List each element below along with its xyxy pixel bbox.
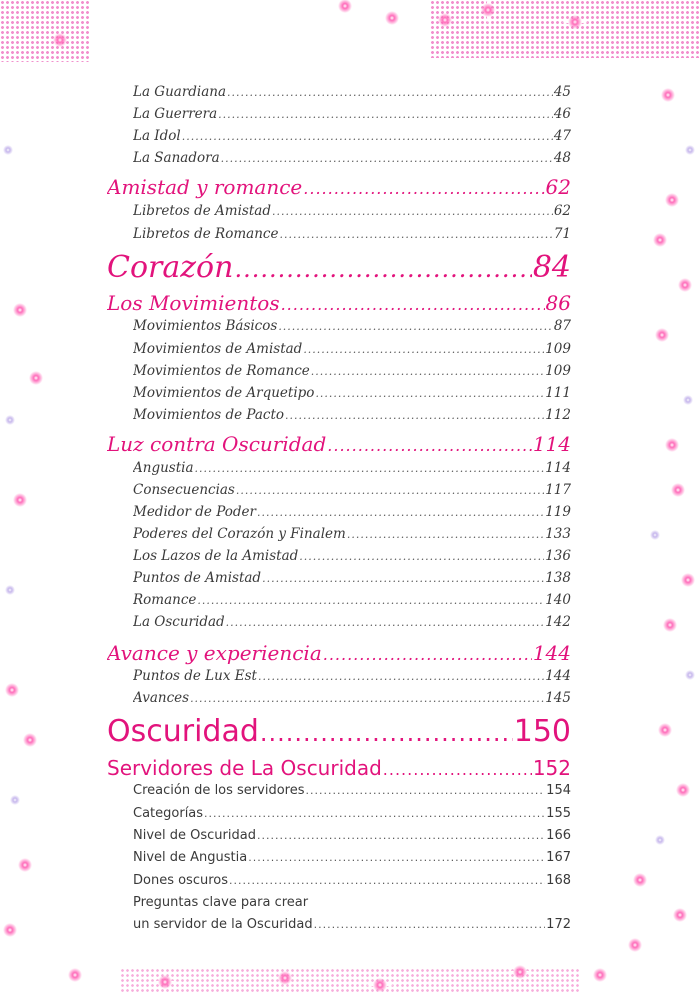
- toc-chapter-title: Corazón: [107, 250, 234, 285]
- toc-entry[interactable]: [133, 570, 571, 592]
- toc-entry[interactable]: [133, 482, 571, 504]
- toc-entry-page: 155: [546, 806, 571, 821]
- dot-leader: [327, 436, 532, 455]
- toc-entry-title: Movimientos de Amistad: [133, 341, 303, 357]
- dot-leader: [323, 645, 532, 664]
- dot-leader: [190, 692, 544, 705]
- toc-entry-title: Movimientos de Romance: [133, 363, 310, 379]
- toc-entry-page: 45: [553, 84, 571, 100]
- toc-entry-page: 140: [545, 592, 571, 608]
- dot-leader: [314, 918, 546, 931]
- toc-section-page: 86: [545, 291, 571, 315]
- toc-entry-title: Poderes del Corazón y Finalem: [133, 526, 346, 542]
- dot-leader: [299, 550, 544, 563]
- dot-leader: [257, 506, 544, 519]
- toc-chapter[interactable]: [107, 714, 571, 754]
- dot-leader: [303, 179, 544, 198]
- toc-entry[interactable]: [133, 106, 571, 128]
- toc-entry-title: Consecuencias: [133, 482, 235, 498]
- dot-leader: [347, 528, 544, 541]
- toc-section-title: Los Movimientos: [107, 291, 280, 315]
- toc-entry-title: Creación de los servidores: [133, 783, 305, 798]
- dot-leader: [262, 572, 544, 585]
- toc-entry-title: Medidor de Poder: [133, 504, 256, 520]
- toc-chapter[interactable]: [107, 250, 571, 290]
- dot-leader: [306, 784, 546, 797]
- dot-leader: [226, 616, 545, 629]
- dot-leader: [278, 320, 553, 333]
- toc-section[interactable]: [107, 291, 571, 317]
- toc-entry-page: 144: [545, 668, 571, 684]
- toc-entry[interactable]: [133, 614, 571, 636]
- toc-entry-page: 133: [545, 526, 571, 542]
- toc-entry-title: Dones oscuros: [133, 873, 229, 888]
- dot-leader: [281, 295, 545, 314]
- toc-entry-page: 87: [553, 318, 571, 334]
- toc-entry-title: Avances: [133, 690, 190, 706]
- toc-entry-title: Movimientos de Pacto: [133, 407, 285, 423]
- toc-entry-page: 154: [546, 783, 571, 798]
- toc-entry[interactable]: [133, 806, 571, 828]
- toc-entry-page: 71: [553, 226, 571, 242]
- toc-entry-title: Movimientos de Arquetipo: [133, 385, 315, 401]
- toc-entry-page: 166: [546, 828, 571, 843]
- toc-section-title: Luz contra Oscuridad: [107, 432, 327, 456]
- dot-leader: [279, 228, 552, 241]
- toc-entry[interactable]: [133, 548, 571, 570]
- toc-entry-page: 109: [545, 363, 571, 379]
- toc-entry[interactable]: [133, 873, 571, 895]
- toc-entry[interactable]: [133, 128, 571, 150]
- toc-entry-title: La Oscuridad: [133, 614, 225, 630]
- toc-entry-page: 136: [545, 548, 571, 564]
- toc-entry-title: un servidor de la Oscuridad: [133, 917, 313, 932]
- toc-section-title: Amistad y romance: [107, 175, 303, 199]
- dot-leader: [195, 462, 545, 475]
- toc-entry-page: 142: [545, 614, 571, 630]
- toc-entry-title: Libretos de Amistad: [133, 203, 271, 219]
- toc-section-page: 152: [532, 756, 571, 780]
- dot-leader: [383, 760, 532, 779]
- dot-leader: [221, 152, 553, 165]
- toc-entry-title: La Guerrera: [133, 106, 218, 122]
- toc-entry-title: La Idol: [133, 128, 181, 144]
- dot-leader: [285, 409, 544, 422]
- toc-entry[interactable]: [133, 828, 571, 850]
- toc-entry[interactable]: [133, 203, 571, 225]
- toc-section-page: 62: [545, 175, 571, 199]
- toc-entry-page: 46: [553, 106, 571, 122]
- toc-section-title: Avance y experiencia: [107, 641, 322, 665]
- dot-leader: [260, 719, 513, 747]
- dot-leader: [257, 829, 545, 842]
- toc-entry[interactable]: [133, 783, 571, 805]
- dot-leader: [303, 343, 544, 356]
- toc-entry[interactable]: [133, 363, 571, 385]
- toc-entry-page: 172: [546, 917, 571, 932]
- dot-leader: [229, 874, 545, 887]
- toc-entry-title: La Sanadora: [133, 150, 220, 166]
- toc-entry-title: Nivel de Oscuridad: [133, 828, 256, 843]
- dot-leader: [315, 387, 544, 400]
- toc-entry-title: Los Lazos de la Amistad: [133, 548, 299, 564]
- toc-section[interactable]: [107, 432, 571, 458]
- toc-entry-page: 167: [546, 850, 571, 865]
- toc-section[interactable]: [107, 641, 571, 667]
- toc-entry-title: Categorías: [133, 806, 204, 821]
- toc-section-page: 114: [532, 432, 571, 456]
- dot-leader: [182, 130, 553, 143]
- toc-entry-page: 119: [545, 504, 571, 520]
- dot-leader: [236, 484, 544, 497]
- toc-entry[interactable]: [133, 850, 571, 872]
- toc-entry-page: 145: [545, 690, 571, 706]
- toc-chapter-title: Oscuridad: [107, 714, 259, 749]
- toc-entry[interactable]: [133, 385, 571, 407]
- toc-entry[interactable]: [133, 226, 571, 248]
- toc-chapter-page: 150: [513, 714, 571, 749]
- toc-entry-title: La Guardiana: [133, 84, 227, 100]
- toc-entry[interactable]: [133, 341, 571, 363]
- toc-entry[interactable]: [133, 917, 571, 939]
- toc-entry[interactable]: [133, 318, 571, 340]
- dot-leader: [272, 205, 553, 218]
- toc-section[interactable]: [107, 756, 571, 782]
- toc-entry[interactable]: [133, 504, 571, 526]
- toc-entry-title: Movimientos Básicos: [133, 318, 278, 334]
- toc-entry-title: Puntos de Amistad: [133, 570, 262, 586]
- dot-leader: [258, 670, 544, 683]
- toc-section[interactable]: [107, 175, 571, 201]
- toc-entry[interactable]: [133, 668, 571, 690]
- dot-leader: [311, 365, 544, 378]
- dot-leader: [248, 851, 545, 864]
- dot-leader: [218, 108, 553, 121]
- dot-leader: [204, 807, 545, 820]
- toc-entry[interactable]: [133, 150, 571, 172]
- toc-entry-page: 62: [553, 203, 571, 219]
- toc-entry[interactable]: [133, 460, 571, 482]
- toc-entry-title: Puntos de Lux Est: [133, 668, 257, 684]
- toc-entry[interactable]: [133, 690, 571, 712]
- toc-entry-title: Angustia: [133, 460, 194, 476]
- toc-section-title: Servidores de La Oscuridad: [107, 756, 382, 780]
- toc-entry-page: 111: [545, 385, 571, 401]
- toc-entry-page: 109: [545, 341, 571, 357]
- dot-leader: [227, 86, 553, 99]
- dot-leader: [234, 255, 531, 283]
- toc-entry[interactable]: [133, 84, 571, 106]
- toc-entry-page: 168: [546, 873, 571, 888]
- toc-entry[interactable]: [133, 526, 571, 548]
- toc-entry-page: 47: [553, 128, 571, 144]
- toc-entry-page: 48: [553, 150, 571, 166]
- toc-entry-page: 117: [545, 482, 571, 498]
- dot-leader: [197, 594, 544, 607]
- toc-entry[interactable]: [133, 592, 571, 614]
- toc-entry-multiline-line1[interactable]: Preguntas clave para crear: [133, 895, 309, 910]
- toc-entry-title: Libretos de Romance: [133, 226, 279, 242]
- toc-entry-title: Romance: [133, 592, 197, 608]
- toc-entry-page: 112: [545, 407, 571, 423]
- toc-entry-page: 138: [545, 570, 571, 586]
- toc-section-page: 144: [532, 641, 571, 665]
- toc-entry-title: Nivel de Angustia: [133, 850, 248, 865]
- toc-entry[interactable]: [133, 407, 571, 429]
- toc-chapter-page: 84: [532, 250, 571, 285]
- toc-entry-page: 114: [545, 460, 571, 476]
